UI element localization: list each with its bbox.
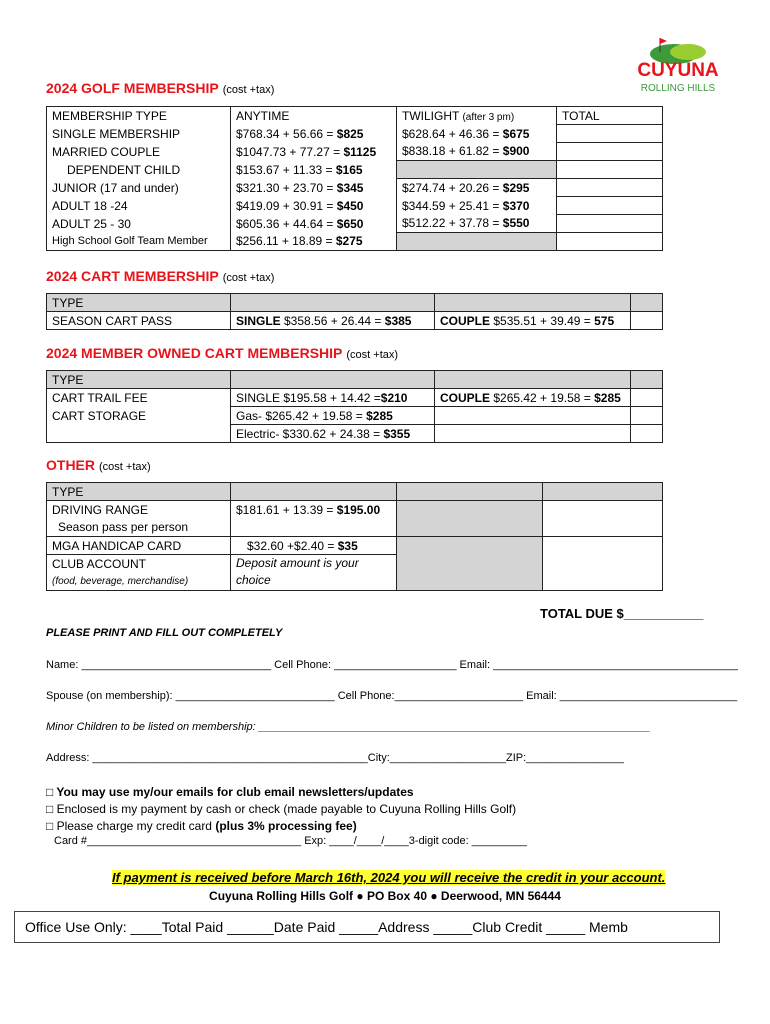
golf-row	[47, 179, 663, 197]
storage-electric-total-cell[interactable]	[631, 425, 663, 443]
driving-range-label: DRIVING RANGE	[47, 501, 231, 519]
twilight-price: $344.59 + 25.41 = $370	[397, 197, 557, 215]
address-footer: Cuyuna Rolling Hills Golf ● PO Box 40 ● Deerwood, MN 56444	[209, 889, 561, 903]
storage-gas-total-cell[interactable]	[631, 407, 663, 425]
driving-range-total-cell[interactable]	[543, 501, 663, 537]
membership-type: High School Golf Team Member	[47, 233, 231, 251]
cart-total-cell[interactable]	[631, 312, 663, 330]
golf-row	[47, 233, 663, 251]
club-account-total-cell[interactable]	[543, 537, 663, 591]
trail-total-cell[interactable]	[631, 389, 663, 407]
other-type-header: TYPE	[47, 483, 231, 501]
credit-notice: If payment is received before March 16th, 2024 you will receive the credit in your account.	[112, 870, 666, 885]
twilight-price: $512.22 + 37.78 = $550	[397, 215, 557, 233]
membership-type: JUNIOR (17 and under)	[47, 179, 231, 197]
owned-type-header: TYPE	[47, 371, 231, 389]
twilight-price: $274.74 + 20.26 = $295	[397, 179, 557, 197]
other-section-title: OTHER (cost +tax)	[46, 457, 151, 473]
golf-membership-table	[46, 106, 663, 251]
golf-section-title: 2024 GOLF MEMBERSHIP (cost +tax)	[46, 80, 275, 96]
trail-couple-price: COUPLE $265.42 + 19.58 = $285	[435, 389, 631, 407]
twilight-price: $838.18 + 61.82 = $900	[397, 143, 557, 161]
cart-type-header: TYPE	[47, 294, 231, 312]
total-cell[interactable]	[557, 197, 663, 215]
twilight-price	[397, 161, 557, 179]
header-membership-type: MEMBERSHIP TYPE	[47, 107, 231, 125]
anytime-price: $768.34 + 56.66 = $825	[231, 125, 397, 143]
anytime-price: $256.11 + 18.89 = $275	[231, 233, 397, 251]
trail-single-price: SINGLE $195.58 + 14.42 =$210	[231, 389, 435, 407]
mga-handicap-label: MGA HANDICAP CARD	[47, 537, 231, 555]
cart-section-title: 2024 CART MEMBERSHIP (cost +tax)	[46, 268, 275, 284]
total-due[interactable]: TOTAL DUE $___________	[540, 606, 704, 621]
twilight-price	[397, 233, 557, 251]
owned-cart-table	[46, 370, 663, 443]
owned-cart-section-title: 2024 MEMBER OWNED CART MEMBERSHIP (cost +tax)	[46, 345, 399, 361]
storage-gas-price: Gas- $265.42 + 19.58 = $285	[231, 407, 435, 425]
cart-couple-price: COUPLE $535.51 + 39.49 = 575	[435, 312, 631, 330]
office-use-text: Office Use Only: ____Total Paid ______Date Paid _____Address _____Club Credit _____ Memb	[25, 919, 628, 935]
driving-range-price: $181.61 + 13.39 = $195.00	[231, 501, 397, 537]
enclosed-checkbox-line[interactable]: □ Enclosed is my payment by cash or check (made payable to Cuyuna Rolling Hills Golf)	[46, 802, 517, 816]
logo-sub: ROLLING HILLS	[640, 83, 716, 94]
cart-storage-label: CART STORAGE	[47, 407, 231, 425]
total-cell[interactable]	[557, 143, 663, 161]
email-checkbox-line[interactable]: □ You may use my/our emails for club email newsletters/updates	[46, 785, 414, 799]
address-line[interactable]: Address: _____________________________________________City:___________________ZIP:________________	[46, 752, 625, 764]
cuyuna-logo	[638, 36, 718, 100]
golf-row	[47, 143, 663, 161]
name-line[interactable]: Name: _______________________________ Cell Phone: ____________________ Email: ________________________________________	[46, 659, 738, 671]
cart-membership-table	[46, 293, 663, 330]
driving-range-sub: Season pass per person	[47, 519, 231, 537]
total-cell[interactable]	[557, 125, 663, 143]
golf-row	[47, 197, 663, 215]
charge-checkbox-line[interactable]: □ Please charge my credit card (plus 3% processing fee)	[46, 819, 357, 833]
anytime-price: $605.36 + 44.64 = $650	[231, 215, 397, 233]
membership-type: MARRIED COUPLE	[47, 143, 231, 161]
mga-price: $32.60 +$2.40 = $35	[231, 537, 397, 555]
membership-type: DEPENDENT CHILD	[47, 161, 231, 179]
header-twilight: TWILIGHT (after 3 pm)	[397, 107, 557, 125]
twilight-price: $628.64 + 46.36 = $675	[397, 125, 557, 143]
other-table	[46, 482, 663, 591]
total-cell[interactable]	[557, 179, 663, 197]
anytime-price: $419.09 + 30.91 = $450	[231, 197, 397, 215]
fill-instructions: PLEASE PRINT AND FILL OUT COMPLETELY	[46, 627, 283, 639]
golf-row	[47, 161, 663, 179]
anytime-price: $1047.73 + 77.27 = $1125	[231, 143, 397, 161]
membership-type: ADULT 25 - 30	[47, 215, 231, 233]
golf-row	[47, 125, 663, 143]
logo-brand: CUYUNA	[638, 60, 718, 81]
minor-children-line[interactable]: Minor Children to be listed on membership: ________________________________________________________________	[46, 721, 651, 733]
spouse-line[interactable]: Spouse (on membership): __________________________ Cell Phone:_____________________ Email: _____________________________	[46, 690, 738, 702]
anytime-price: $153.67 + 11.33 = $165	[231, 161, 397, 179]
card-line[interactable]: Card #___________________________________ Exp: ____/____/____3-digit code: _________	[54, 835, 527, 847]
membership-type: ADULT 18 -24	[47, 197, 231, 215]
deposit-note: Deposit amount is your choice	[231, 555, 397, 591]
club-account-label: CLUB ACCOUNT	[47, 555, 231, 573]
anytime-price: $321.30 + 23.70 = $345	[231, 179, 397, 197]
total-cell[interactable]	[557, 215, 663, 233]
total-cell[interactable]	[557, 233, 663, 251]
season-cart-pass-label: SEASON CART PASS	[47, 312, 231, 330]
storage-electric-price: Electric- $330.62 + 24.38 = $355	[231, 425, 435, 443]
header-anytime: ANYTIME	[231, 107, 397, 125]
golf-row	[47, 215, 663, 233]
membership-type: SINGLE MEMBERSHIP	[47, 125, 231, 143]
total-cell[interactable]	[557, 161, 663, 179]
golf-header-row	[47, 107, 663, 125]
cart-single-price: SINGLE $358.56 + 26.44 = $385	[231, 312, 435, 330]
header-total: TOTAL	[557, 107, 663, 125]
cart-trail-fee-label: CART TRAIL FEE	[47, 389, 231, 407]
office-use-box	[14, 911, 720, 943]
club-account-sub: (food, beverage, merchandise)	[47, 573, 231, 591]
